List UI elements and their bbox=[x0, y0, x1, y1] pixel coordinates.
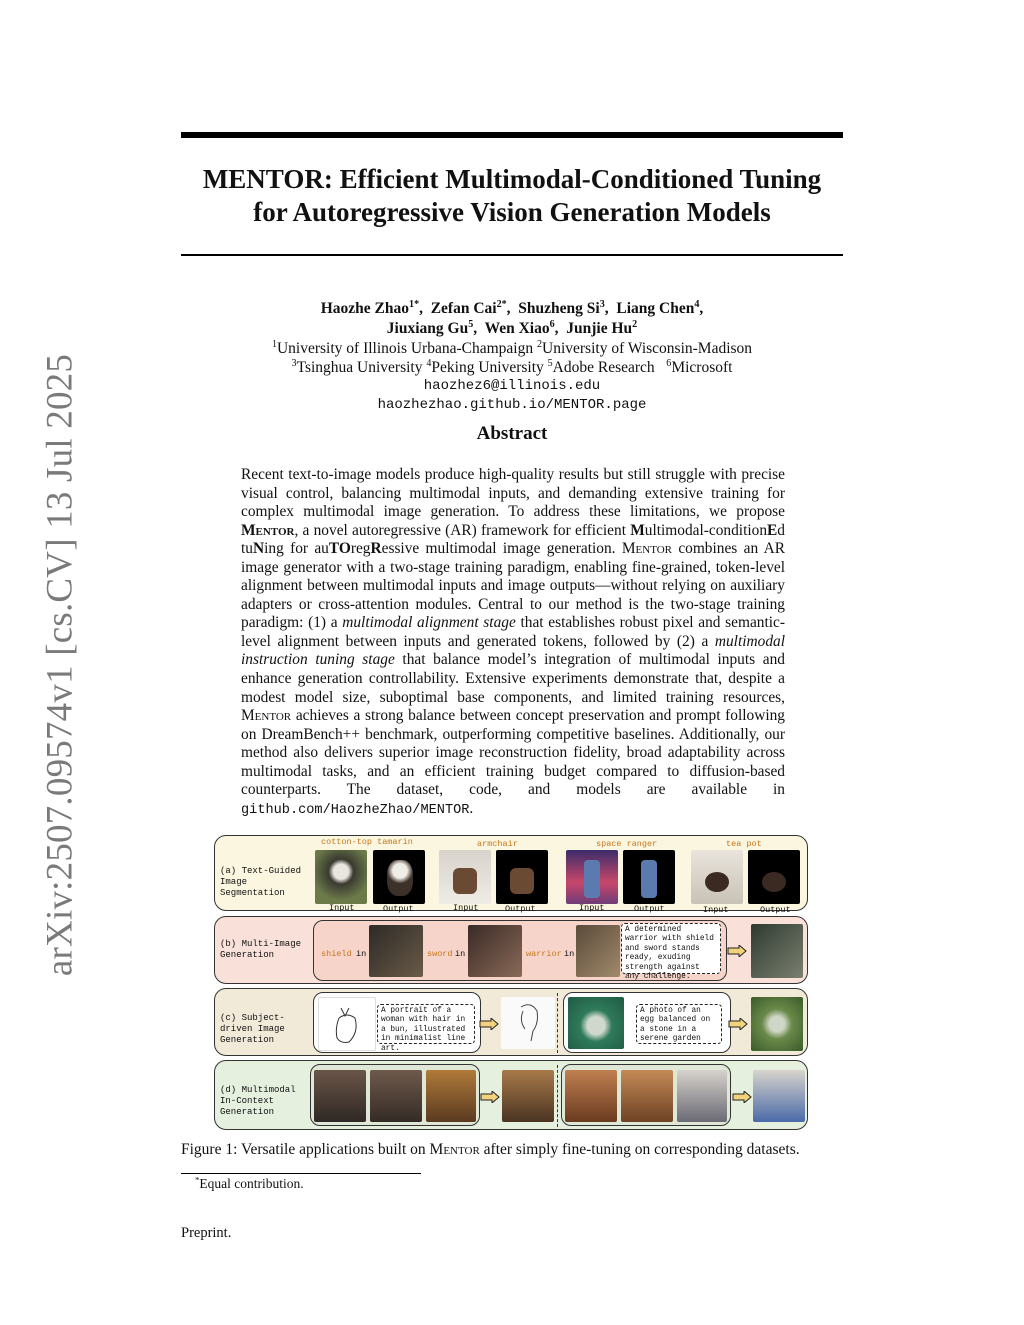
concept-label: cotton-top tamarin bbox=[321, 837, 413, 847]
panel-b bbox=[214, 916, 808, 984]
output-label: Output bbox=[760, 905, 791, 915]
output-label: Output bbox=[634, 904, 665, 914]
shield-warrior-image bbox=[369, 925, 423, 977]
armchair-input-image bbox=[439, 850, 491, 904]
affiliation-1: University of Illinois Urbana-Champaign bbox=[276, 340, 534, 357]
armchair-output-image bbox=[496, 850, 548, 904]
right-arrow-icon bbox=[479, 1018, 499, 1030]
line-art-portrait-image bbox=[501, 997, 555, 1049]
panel-b-output-image bbox=[751, 924, 803, 978]
egg-image bbox=[568, 997, 624, 1049]
panel-d-output-image-2 bbox=[753, 1070, 805, 1122]
affiliation-4: Peking University bbox=[431, 359, 544, 376]
title-line-2: for Autoregressive Vision Generation Models bbox=[253, 197, 771, 227]
tamarin-output-image bbox=[373, 850, 425, 904]
output-label: Output bbox=[383, 904, 414, 914]
panel-b-label: (b) Multi-Image Generation bbox=[220, 939, 302, 960]
panel-a bbox=[214, 835, 808, 915]
author: Haozhe Zhao$^{1*}$ bbox=[320, 298, 420, 317]
keyword-warrior: warrior bbox=[526, 949, 562, 959]
author-email[interactable]: haozhez6@illinois.edu bbox=[423, 378, 601, 394]
title-top-rule bbox=[181, 132, 843, 138]
kitchen-image-3 bbox=[621, 1070, 673, 1122]
affiliation-2: University of Wisconsin-Madison bbox=[542, 340, 753, 357]
in-word: in bbox=[455, 949, 466, 959]
space-ranger-input-image bbox=[566, 850, 618, 904]
stage-2-term: multimodal instruction tuning stage bbox=[241, 632, 785, 669]
author: Liang Chen$^4$ bbox=[616, 298, 700, 317]
author: Jiuxiang Gu$^5$ bbox=[386, 318, 474, 337]
concept-label: space ranger bbox=[596, 839, 658, 849]
mentor-name: Mentor bbox=[241, 521, 295, 539]
footnote-rule bbox=[181, 1173, 421, 1174]
teapot-output-image bbox=[748, 850, 800, 904]
panel-c-prompt-2: A photo of an egg balanced on a stone in a serene garden bbox=[636, 1004, 722, 1044]
right-arrow-icon bbox=[727, 945, 747, 957]
preprint-label: Preprint. bbox=[181, 1225, 232, 1241]
author: Shuzheng Si$^3$ bbox=[518, 298, 605, 317]
author: Junjie Hu$^2$ bbox=[566, 318, 638, 337]
line-art-cat-image bbox=[318, 997, 376, 1051]
right-arrow-icon bbox=[732, 1091, 752, 1103]
classroom-image-2 bbox=[370, 1070, 422, 1122]
repo-link[interactable]: github.com/HaozheZhao/MENTOR bbox=[241, 802, 470, 818]
title-bottom-rule bbox=[181, 254, 843, 256]
tamarin-input-image bbox=[315, 850, 367, 904]
panel-d-output-image-1 bbox=[502, 1070, 554, 1122]
figure-1 bbox=[214, 835, 810, 1131]
input-label: Input bbox=[453, 903, 479, 913]
keyword-sword: sword bbox=[427, 949, 453, 959]
affiliation-3: Tsinghua University bbox=[296, 359, 423, 376]
keyword-shield: shield bbox=[321, 949, 352, 959]
warrior-image bbox=[576, 925, 620, 977]
sword-image bbox=[468, 925, 522, 977]
title-line-1: MENTOR: Efficient Multimodal-Conditioned Tuning bbox=[202, 164, 822, 194]
right-arrow-icon bbox=[480, 1091, 500, 1103]
panel-d bbox=[214, 1060, 808, 1130]
panel-d-label: (d) Multimodal In-Context Generation bbox=[220, 1085, 296, 1117]
project-url[interactable]: haozhezhao.github.io/MENTOR.page bbox=[377, 397, 647, 413]
input-label: Input bbox=[329, 903, 355, 913]
arxiv-sidebar-stamp: arXiv:2507.09574v1 [cs.CV] 13 Jul 2025 bbox=[39, 353, 81, 977]
panel-b-prompt: A determined warrior with shield and sword stands ready, exuding strength against any challenge. bbox=[621, 923, 721, 974]
affiliation-6: Microsoft bbox=[671, 359, 733, 376]
author: Zefan Cai$^{2*}$ bbox=[430, 298, 507, 317]
footnote: *Equal contribution. bbox=[195, 1174, 304, 1191]
in-word: in bbox=[356, 949, 367, 959]
panel-a-label: (a) Text-Guided Image Segmentation bbox=[220, 866, 302, 898]
living-room-image bbox=[677, 1070, 727, 1122]
author: Wen Xiao$^6$ bbox=[484, 318, 555, 337]
teapot-input-image bbox=[691, 850, 743, 904]
stage-1-term: multimodal alignment stage bbox=[342, 614, 516, 632]
panel-c bbox=[214, 988, 808, 1056]
panel-c-prompt-1: A portrait of a woman with hair in a bun, illustrated in minimalist line art. bbox=[377, 1004, 475, 1044]
output-label: Output bbox=[505, 904, 536, 914]
divider bbox=[557, 1065, 558, 1127]
panel-c-output-image bbox=[751, 997, 803, 1051]
abstract-body: Recent text-to-image models produce high-quality results but still struggle with precise visual control, balancing multimodal inputs, and demanding extensive training for complex multimodal image generation. To address these limitations, we propose Mentor, a novel autoregressive (AR) framework for efficient Multimodal-conditionEd tuNing for auTOregRessive multimodal image generation. Mentor combines an AR image generator with a two-stage training paradigm, enabling fine-grained, token-level alignment between multimodal inputs and image outputs—without relying on auxiliary adapters or cross-attention modules. Central to our method is the two-stage training paradigm: (1) a multimodal alignment stage that establishes robust pixel and semantic-level alignment between inputs and generated tokens, followed by (2) a multimodal instruction tuning stage that balance model’s integration of multimodal inputs and enhance generation controllability. Extensive experiments demonstrate that, despite a modest model size, suboptimal base components, and limited training resources, Mentor achieves a strong balance between concept preservation and prompt following on DreamBench++ benchmark, outperforming competitive baselines. Additionally, our method also delivers superior image reconstruction fidelity, broad adaptability across multimodal tasks, and an efficient training budget compared to diffusion-based counterparts. The dataset, code, and models are available in github.com/HaozheZhao/MENTOR. bbox=[241, 466, 785, 818]
paper-title bbox=[181, 163, 843, 229]
kitchen-image-2 bbox=[565, 1070, 617, 1122]
input-label: Input bbox=[579, 903, 605, 913]
concept-label: tea pot bbox=[726, 839, 762, 849]
right-arrow-icon bbox=[728, 1018, 748, 1030]
abstract-heading: Abstract bbox=[476, 423, 548, 444]
panel-c-label: (c) Subject-driven Image Generation bbox=[220, 1013, 285, 1045]
classroom-image-1 bbox=[314, 1070, 366, 1122]
divider bbox=[557, 993, 558, 1053]
in-word: in bbox=[564, 949, 575, 959]
concept-label: armchair bbox=[477, 839, 518, 849]
author-list: Haozhe Zhao$^{1*}$, Zefan Cai$^{2*}$, Shuzheng Si$^3$, Liang Chen$^4$, Jiuxiang Gu$^5$, Wen Xiao$^6$, Junjie Hu$^2$ bbox=[320, 298, 704, 337]
space-ranger-output-image bbox=[623, 850, 675, 904]
affiliations: $^1$University of Illinois Urbana-Champaign $^2$University of Wisconsin-Madison $^3$Tsinghua University $^4$Peking University $^5$Adobe Research $^6$Microsoft haozhez6@illinois.edu haozhezhao.github.io/MENTOR.page bbox=[181, 339, 843, 415]
figure-caption: Figure 1: Versatile applications built on Mentor after simply fine-tuning on corresponding datasets. bbox=[181, 1141, 800, 1158]
affiliation-5: Adobe Research bbox=[552, 359, 655, 376]
input-label: Input bbox=[703, 905, 729, 915]
kitchen-image-1 bbox=[426, 1070, 476, 1122]
